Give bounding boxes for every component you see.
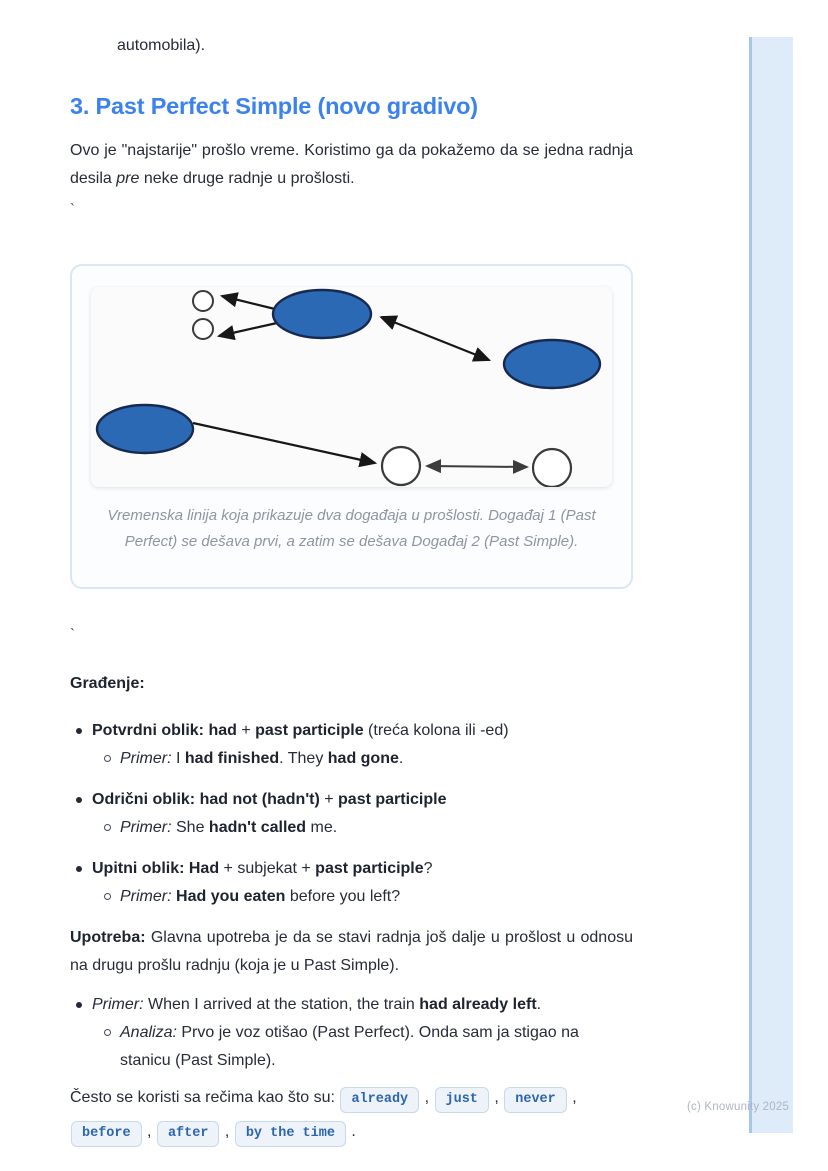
text-segment: hadn't called bbox=[208, 819, 307, 836]
text-segment: past participle bbox=[255, 722, 364, 739]
sub-bullet-marker bbox=[104, 755, 111, 762]
text-segment: past participle bbox=[315, 860, 424, 877]
sub-list-item-text bbox=[120, 883, 633, 911]
double-arrow-top bbox=[381, 317, 489, 360]
text-segment: Primer: bbox=[92, 996, 144, 1013]
upotreba-paragraph bbox=[70, 924, 633, 980]
stray-backtick-1: ` bbox=[70, 201, 75, 218]
text-segment: . They bbox=[279, 750, 328, 767]
sub-list-item-text bbox=[120, 1019, 633, 1075]
intro-paragraph bbox=[70, 137, 633, 193]
text-segment: . bbox=[346, 1123, 356, 1140]
timeline-diagram bbox=[91, 287, 612, 487]
text-segment: , bbox=[142, 1123, 156, 1140]
bullet-marker bbox=[76, 797, 82, 803]
bullet-marker bbox=[76, 1002, 82, 1008]
text-segment: Analiza: bbox=[120, 1024, 177, 1041]
time-circle-2 bbox=[533, 449, 571, 487]
arrow-to-circle bbox=[193, 423, 375, 463]
text-segment: Često se koristi sa rečima kao što su: bbox=[70, 1089, 340, 1106]
text-segment: , bbox=[567, 1089, 577, 1106]
gradjenje-label: Građenje: bbox=[70, 675, 145, 692]
sub-list-item-text bbox=[120, 745, 633, 773]
text-segment: Upotreba: bbox=[70, 929, 146, 946]
list-item-text bbox=[92, 991, 633, 1019]
list-item-text bbox=[92, 855, 633, 883]
list-item-text bbox=[92, 717, 633, 745]
time-circle-1 bbox=[382, 447, 420, 485]
text-segment: She bbox=[171, 819, 209, 836]
text-segment: , bbox=[220, 1123, 234, 1140]
event-ellipse-top bbox=[273, 290, 371, 338]
arrow-to-point-1 bbox=[222, 296, 279, 310]
text-segment: past participle bbox=[338, 791, 447, 808]
list-item-usage-example bbox=[70, 991, 633, 1075]
sub-bullet-marker bbox=[104, 824, 111, 831]
small-time-circle-1 bbox=[193, 291, 213, 311]
text-segment: Upitni oblik: Had bbox=[92, 860, 220, 877]
keyword-badge: just bbox=[435, 1087, 489, 1113]
small-time-circle-2 bbox=[193, 319, 213, 339]
text-segment: before you left? bbox=[285, 888, 401, 905]
text-segment: ? bbox=[423, 860, 433, 877]
list-item-potvrdni bbox=[70, 717, 633, 773]
keyword-badge: already bbox=[340, 1087, 419, 1113]
text-segment: Primer: bbox=[120, 819, 172, 836]
diagram-panel bbox=[91, 287, 612, 487]
stray-backtick-2: ` bbox=[70, 626, 75, 643]
event-ellipse-bottom-left bbox=[97, 405, 193, 453]
text-segment: Ovo je "najstarije" prošlo vreme. Koristimo ga da pokažemo da se jedna radnja desila bbox=[70, 142, 633, 187]
timeline-figure-card bbox=[70, 264, 633, 589]
text-segment: (treća kolona ili -ed) bbox=[363, 722, 509, 739]
list-item-odricni bbox=[70, 786, 633, 842]
bullet-marker bbox=[76, 866, 82, 872]
text-segment: Prvo je voz otišao (Past Perfect). Onda sam ja stigao na stanicu (Past Simple). bbox=[120, 1024, 579, 1069]
text-segment: had finished bbox=[184, 750, 280, 767]
text-segment: . bbox=[536, 996, 542, 1013]
text-segment: Odrični oblik: had not (hadn't) bbox=[92, 791, 320, 808]
text-segment: Primer: bbox=[120, 888, 172, 905]
keyword-badge: after bbox=[157, 1121, 220, 1147]
text-segment: I bbox=[171, 750, 185, 767]
text-segment: had already left bbox=[419, 996, 537, 1013]
often-used-paragraph bbox=[70, 1081, 633, 1149]
text-segment: Potvrdni oblik: had bbox=[92, 722, 237, 739]
keyword-badge: never bbox=[504, 1087, 567, 1113]
list-item-upitni bbox=[70, 855, 633, 911]
usage-example-list bbox=[70, 991, 633, 1075]
sub-bullet-marker bbox=[104, 893, 111, 900]
text-segment: , bbox=[489, 1089, 504, 1106]
text-segment: pre bbox=[116, 170, 140, 187]
text-segment: Glavna upotreba je da se stavi radnja još dalje u prošlost u odnosu na drugu prošlu radnju (koja je u Past Simple). bbox=[70, 929, 633, 974]
page-edge-highlight-strip bbox=[749, 37, 793, 1133]
text-segment: Primer: bbox=[120, 750, 172, 767]
text-segment: + subjekat + bbox=[219, 860, 316, 877]
document-content bbox=[70, 0, 633, 1149]
text-segment: + bbox=[319, 791, 339, 808]
text-segment: Had you eaten bbox=[176, 888, 286, 905]
text-segment: When I arrived at the station, the train bbox=[143, 996, 420, 1013]
sub-bullet-marker bbox=[104, 1029, 111, 1036]
event-ellipse-right bbox=[504, 340, 600, 388]
text-segment: . bbox=[398, 750, 404, 767]
keyword-badge: by the time bbox=[235, 1121, 346, 1147]
sub-list-item-text bbox=[120, 814, 633, 842]
bullet-marker bbox=[76, 728, 82, 734]
copyright-watermark: (c) Knowunity 2025 bbox=[687, 1101, 790, 1113]
figure-caption: Vremenska linija koja prikazuje dva događaja u prošlosti. Događaj 1 (Past Perfect) se dešava prvi, a zatim se dešava Događaj 2 (Past Simple). bbox=[107, 507, 596, 550]
forms-list bbox=[70, 717, 633, 911]
arrow-to-point-2 bbox=[219, 323, 277, 336]
text-segment: had gone bbox=[327, 750, 399, 767]
text-segment: me. bbox=[306, 819, 338, 836]
text-segment: + bbox=[236, 722, 256, 739]
text-segment: , bbox=[420, 1089, 434, 1106]
section-heading: 3. Past Perfect Simple (novo gradivo) bbox=[70, 93, 478, 119]
previous-list-item-tail: automobila). bbox=[117, 37, 206, 54]
double-arrow-bottom bbox=[427, 466, 527, 467]
text-segment: neke druge radnje u prošlosti. bbox=[139, 170, 355, 187]
keyword-badge: before bbox=[71, 1121, 142, 1147]
list-item-text bbox=[92, 786, 633, 814]
